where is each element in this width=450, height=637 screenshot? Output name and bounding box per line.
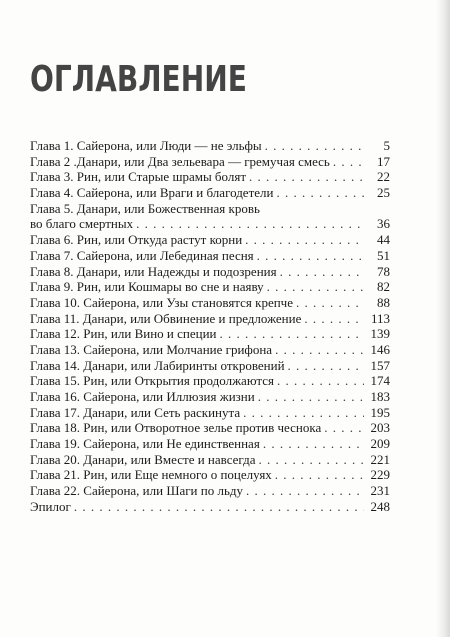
toc-entry-title: Глава 22. Сайерона, или Шаги по льду <box>30 483 243 499</box>
toc-entry <box>30 436 390 452</box>
toc-entry-page: 44 <box>377 232 390 248</box>
dot-leader <box>245 232 364 248</box>
toc-entry <box>30 389 390 405</box>
toc-entry <box>30 248 390 264</box>
dot-leader <box>277 373 364 389</box>
toc-entry-title: Глава 1. Сайерона, или Люди — не эльфы <box>30 138 262 153</box>
toc-entry-page: 88 <box>377 294 390 310</box>
toc-entry-title: Глава 2 .Данари, или Два зельевара — гремучая смесь <box>30 153 330 169</box>
toc-entry-continuation <box>30 216 390 232</box>
toc-entry-page: 17 <box>377 153 390 169</box>
table-of-contents <box>30 138 390 515</box>
toc-entry-title: Глава 4. Сайерона, или Враги и благодетели <box>30 185 274 201</box>
dot-leader <box>288 358 364 374</box>
dot-leader <box>74 499 364 515</box>
toc-entry <box>30 452 390 468</box>
toc-entry <box>30 483 390 499</box>
toc-entry-page: 113 <box>370 310 390 326</box>
toc-entry-title: Глава 19. Сайерона, или Не единственная <box>30 436 260 452</box>
dot-leader <box>276 185 364 201</box>
dot-leader <box>280 264 364 280</box>
dot-leader <box>296 295 364 311</box>
toc-entry-title: Глава 12. Рин, или Вино и специи <box>30 326 217 342</box>
toc-entry-page: 174 <box>370 373 390 389</box>
dot-leader <box>258 389 364 405</box>
toc-entry-title: Глава 6. Рин, или Откуда растут корни <box>30 232 243 248</box>
toc-entry-title: Глава 15. Рин, или Открытия продолжаются <box>30 373 274 389</box>
page-title: ОГЛАВЛЕНИЕ <box>30 59 247 100</box>
toc-entry <box>30 154 390 170</box>
toc-entry-title: Глава 17. Данари, или Сеть раскинута <box>30 404 241 420</box>
toc-entry <box>30 185 390 201</box>
toc-entry <box>30 405 390 421</box>
toc-entry-title: Глава 11. Данари, или Обвинение и предложение <box>30 310 302 326</box>
toc-entry <box>30 264 390 280</box>
dot-leader <box>249 169 364 185</box>
toc-entry <box>30 138 390 154</box>
toc-entry-page: 51 <box>377 247 390 263</box>
toc-entry <box>30 373 390 389</box>
dot-leader <box>257 248 364 264</box>
toc-entry-page: 157 <box>370 357 390 373</box>
dot-leader <box>265 138 364 154</box>
dot-leader <box>136 216 364 232</box>
toc-entry <box>30 279 390 295</box>
toc-entry <box>30 326 390 342</box>
toc-entry <box>30 342 390 358</box>
toc-entry-title: Глава 14. Данари, или Лабиринты откровений <box>30 357 285 373</box>
toc-entry-title: Глава 13. Сайерона, или Молчание грифона <box>30 341 273 357</box>
toc-entry-title: Глава 16. Сайерона, или Иллюзия жизни <box>30 389 255 404</box>
dot-leader <box>267 279 364 295</box>
toc-entry <box>30 201 390 217</box>
toc-entry <box>30 295 390 311</box>
toc-entry-page: 231 <box>370 483 390 499</box>
toc-entry-page: 183 <box>370 389 390 404</box>
toc-entry-page: 248 <box>370 498 390 514</box>
toc-entry <box>30 467 390 483</box>
dot-leader <box>333 154 364 170</box>
toc-entry-title-continuation: во благо смертных <box>30 216 134 232</box>
dot-leader <box>304 311 364 327</box>
dot-leader <box>324 420 364 436</box>
toc-entry-title: Глава 7. Сайерона, или Лебединая песня <box>30 247 254 263</box>
toc-entry-page: 22 <box>377 169 390 185</box>
dot-leader <box>263 436 364 452</box>
toc-entry-title: Глава 21. Рин, или Еще немного о поцелуях <box>30 467 272 483</box>
toc-entry-page: 203 <box>370 420 390 436</box>
toc-entry-page: 25 <box>377 185 390 201</box>
toc-entry <box>30 169 390 185</box>
toc-entry <box>30 232 390 248</box>
dot-leader <box>275 342 364 358</box>
dot-leader <box>246 483 364 499</box>
toc-entry-page: 229 <box>370 467 390 483</box>
toc-entry-page: 78 <box>377 263 390 279</box>
toc-entry <box>30 311 390 327</box>
toc-entry-page: 5 <box>383 138 390 153</box>
toc-entry-page: 82 <box>377 279 390 295</box>
toc-entry-title: Глава 18. Рин, или Отворотное зелье против чеснока <box>30 420 322 436</box>
page-gutter-shadow <box>436 0 450 637</box>
toc-entry-title: Глава 3. Рин, или Старые шрамы болят <box>30 169 247 185</box>
dot-leader <box>220 326 365 342</box>
toc-entry-title: Глава 10. Сайерона, или Узы становятся крепче <box>30 294 293 310</box>
dot-leader <box>243 405 364 421</box>
toc-entry-title: Глава 8. Данари, или Надежды и подозрения <box>30 263 277 279</box>
dot-leader <box>275 467 364 483</box>
toc-entry-page: 36 <box>377 216 390 232</box>
toc-entry <box>30 358 390 374</box>
toc-entry-title: Глава 9. Рин, или Кошмары во сне и наяву <box>30 279 264 295</box>
toc-entry-page: 209 <box>370 436 390 452</box>
toc-entry-page: 195 <box>370 404 390 420</box>
toc-entry <box>30 499 390 515</box>
toc-entry-title: Эпилог <box>30 498 71 514</box>
toc-entry-title: Глава 5. Данари, или Божественная кровь <box>30 200 260 216</box>
toc-entry-page: 221 <box>370 451 390 467</box>
toc-entry-page: 139 <box>370 326 390 342</box>
toc-entry <box>30 420 390 436</box>
dot-leader <box>258 452 364 468</box>
toc-entry-title: Глава 20. Данари, или Вместе и навсегда <box>30 451 256 467</box>
toc-entry-page: 146 <box>370 341 390 357</box>
